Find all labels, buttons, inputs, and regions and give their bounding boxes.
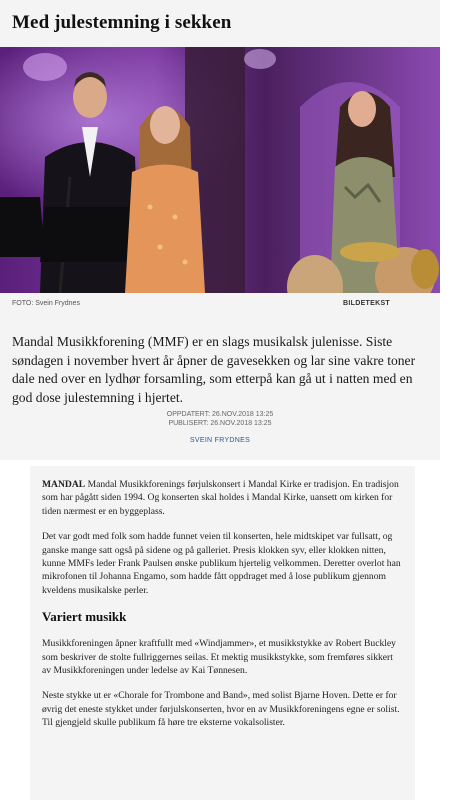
article-body bbox=[30, 466, 415, 800]
section-heading: Variert musikk bbox=[42, 609, 127, 625]
concert-photo[interactable] bbox=[0, 47, 440, 293]
article-lead: Mandal Musikkforening (MMF) er en slags musikalsk julenisse. Siste søndagen i november hvert år åpner de gavesekken og lar sine vakre toner dale ned over en lydhør forsamling, som etterpå kan gå ut i natten med en god dose julestemning i hjertet. bbox=[12, 334, 416, 405]
article-title: Med julestemning i sekken bbox=[12, 12, 232, 33]
concert-photo-illustration bbox=[0, 47, 440, 293]
body-paragraph bbox=[42, 478, 403, 518]
updated-timestamp: OPPDATERT: 26.NOV.2018 13:25 bbox=[166, 411, 274, 418]
photo-caption-toggle[interactable]: BILDETEKST bbox=[343, 300, 390, 307]
body-paragraph-text: Mandal Musikkforenings førjulskonsert i Mandal Kirke er tradisjon. En tradisjon som har pågått siden 1994. Og konserten skal holdes i Mandal Kirke, uansett om kirken for tiden nærmest er en byggeplass. bbox=[42, 479, 399, 517]
published-timestamp: PUBLISERT: 26.NOV.2018 13:25 bbox=[168, 420, 272, 427]
dateline: MANDAL bbox=[42, 479, 86, 490]
body-paragraph: Neste stykke ut er «Chorale for Trombone and Band», med solist Bjarne Hoven. Dette er for øvrig det eneste stykket under førjulskonserten, hvor en av Musikkforeningens egne er solist. Til gjengjeld skulle publikum få høre tre eksterne vokalsolister. bbox=[42, 690, 400, 729]
photo-credit: FOTO: Svein Frydnes bbox=[12, 300, 80, 307]
body-paragraph: Musikkforeningen åpner kraftfullt med «Windjammer», et musikkstykke av Robert Buckley som beskriver de stolte fullriggernes seilas. Et mektig musikkstykke, som fremføres sikkert av Musikkforeningen under ledelse av Kai Tønnesen. bbox=[42, 638, 396, 677]
author-link[interactable]: SVEIN FRYDNES bbox=[189, 437, 251, 444]
article-meta bbox=[0, 410, 440, 445]
body-paragraph: Det var godt med folk som hadde funnet veien til konserten, hele midtskipet var fullsatt, og ganske mange satt også på sidene og på galleriet. Presis klokken syv, eller klokken nitten, kunne MMFs leder Frank Paulsen ønske publikum hjertelig velkommen. Deretter overlot han mikrofonen til Johanna Engamo, som hadde fått oppdraget med å lose publikum gjennom kveldens musikalske perler. bbox=[42, 531, 401, 596]
